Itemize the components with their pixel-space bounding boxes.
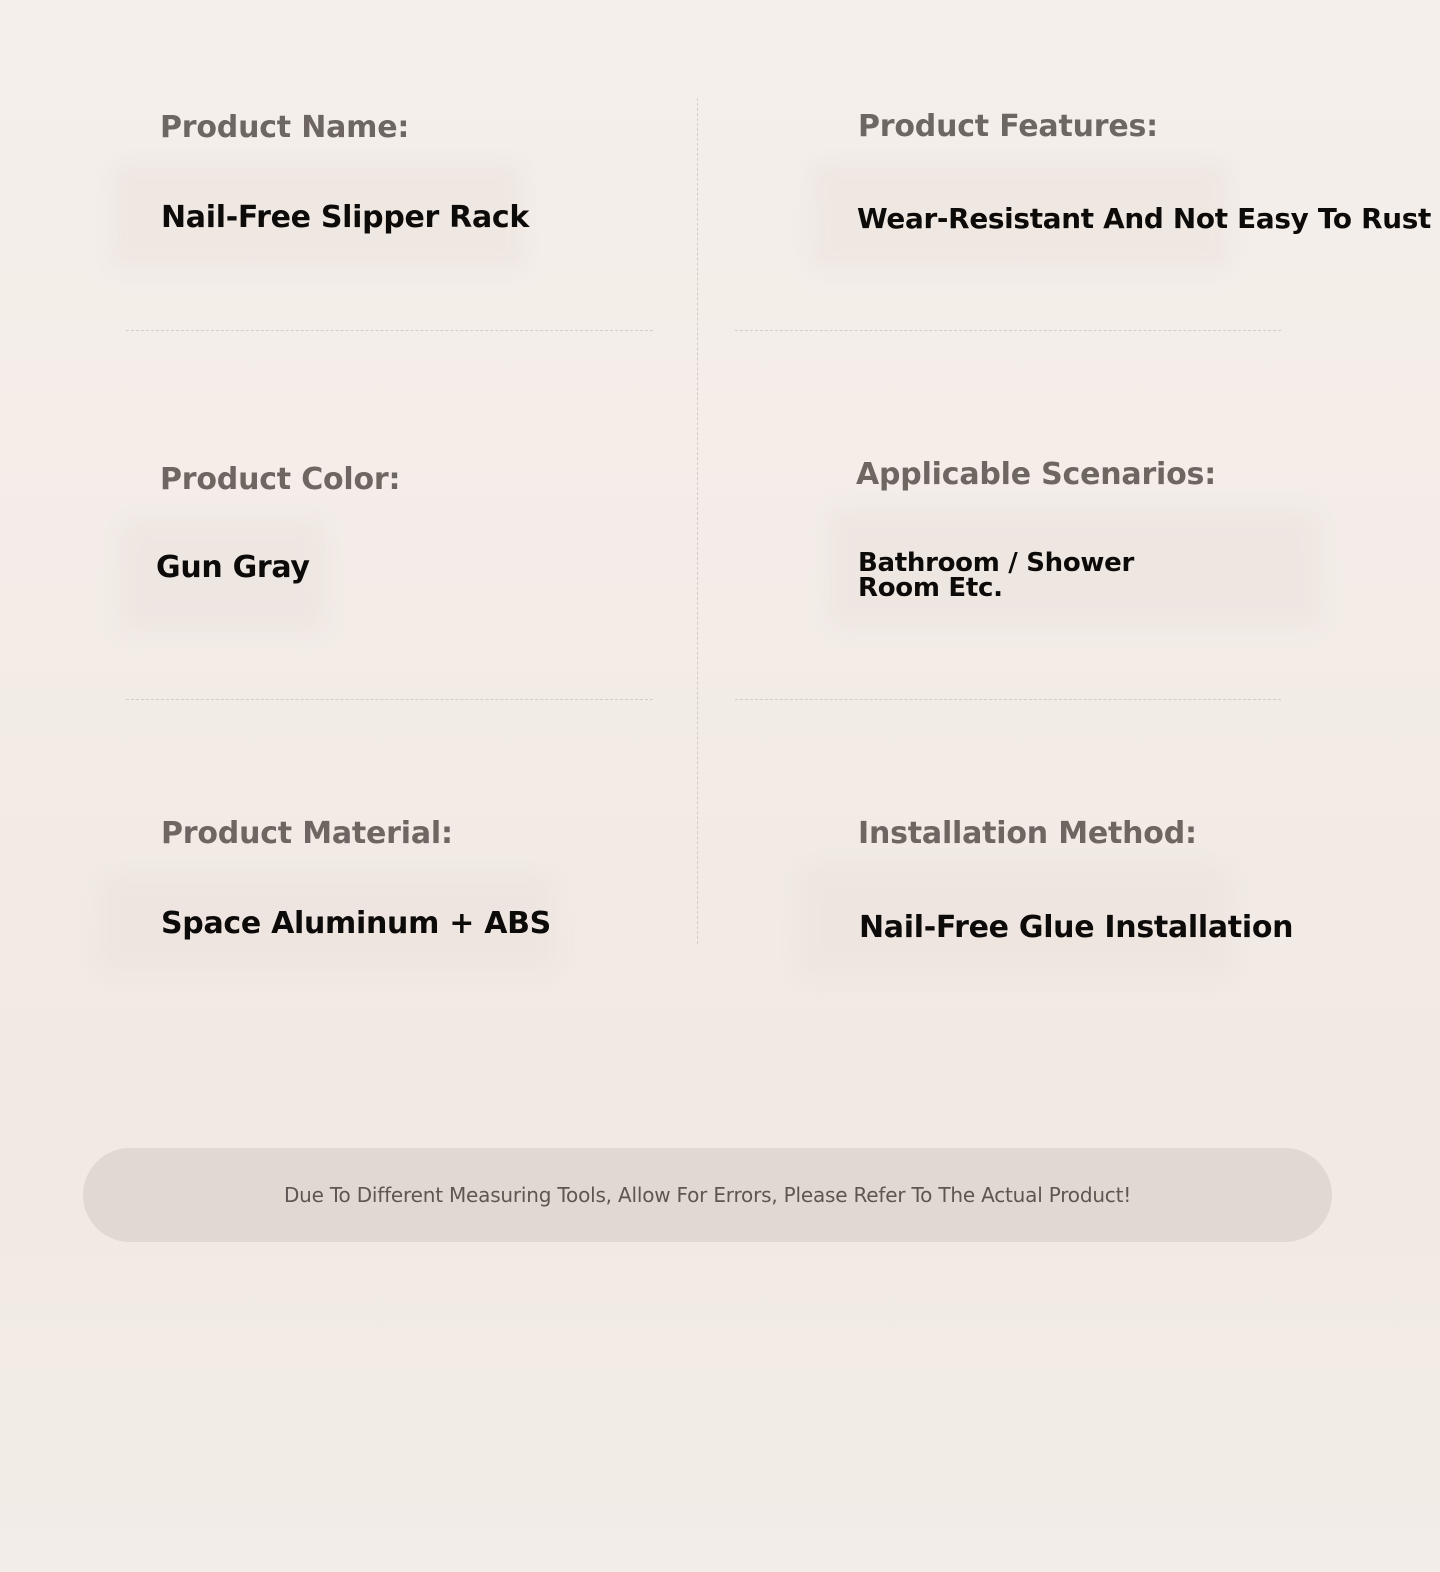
disclaimer-banner [83,1148,1332,1242]
spec-value: Nail-Free Glue Installation [859,910,1294,945]
vertical-divider [697,98,698,944]
spec-label: Product Name: [160,110,410,145]
spec-value: Bathroom / Shower Room Etc. [858,548,1135,603]
spec-value: Wear-Resistant And Not Easy To Rust [857,202,1432,235]
horizontal-divider [126,330,653,331]
spec-value: Space Aluminum + ABS [161,906,551,941]
spec-label: Product Features: [858,109,1158,144]
spec-label: Product Material: [161,816,453,851]
disclaimer-text: Due To Different Measuring Tools, Allow For Errors, Please Refer To The Actual Product! [283,1183,1132,1207]
spec-label: Installation Method: [858,816,1197,851]
spec-value: Gun Gray [156,550,310,585]
spec-label: Product Color: [160,462,401,497]
horizontal-divider [735,330,1281,331]
spec-label: Applicable Scenarios: [856,457,1216,492]
horizontal-divider [126,699,653,700]
horizontal-divider [735,699,1281,700]
spec-value: Nail-Free Slipper Rack [161,200,530,235]
